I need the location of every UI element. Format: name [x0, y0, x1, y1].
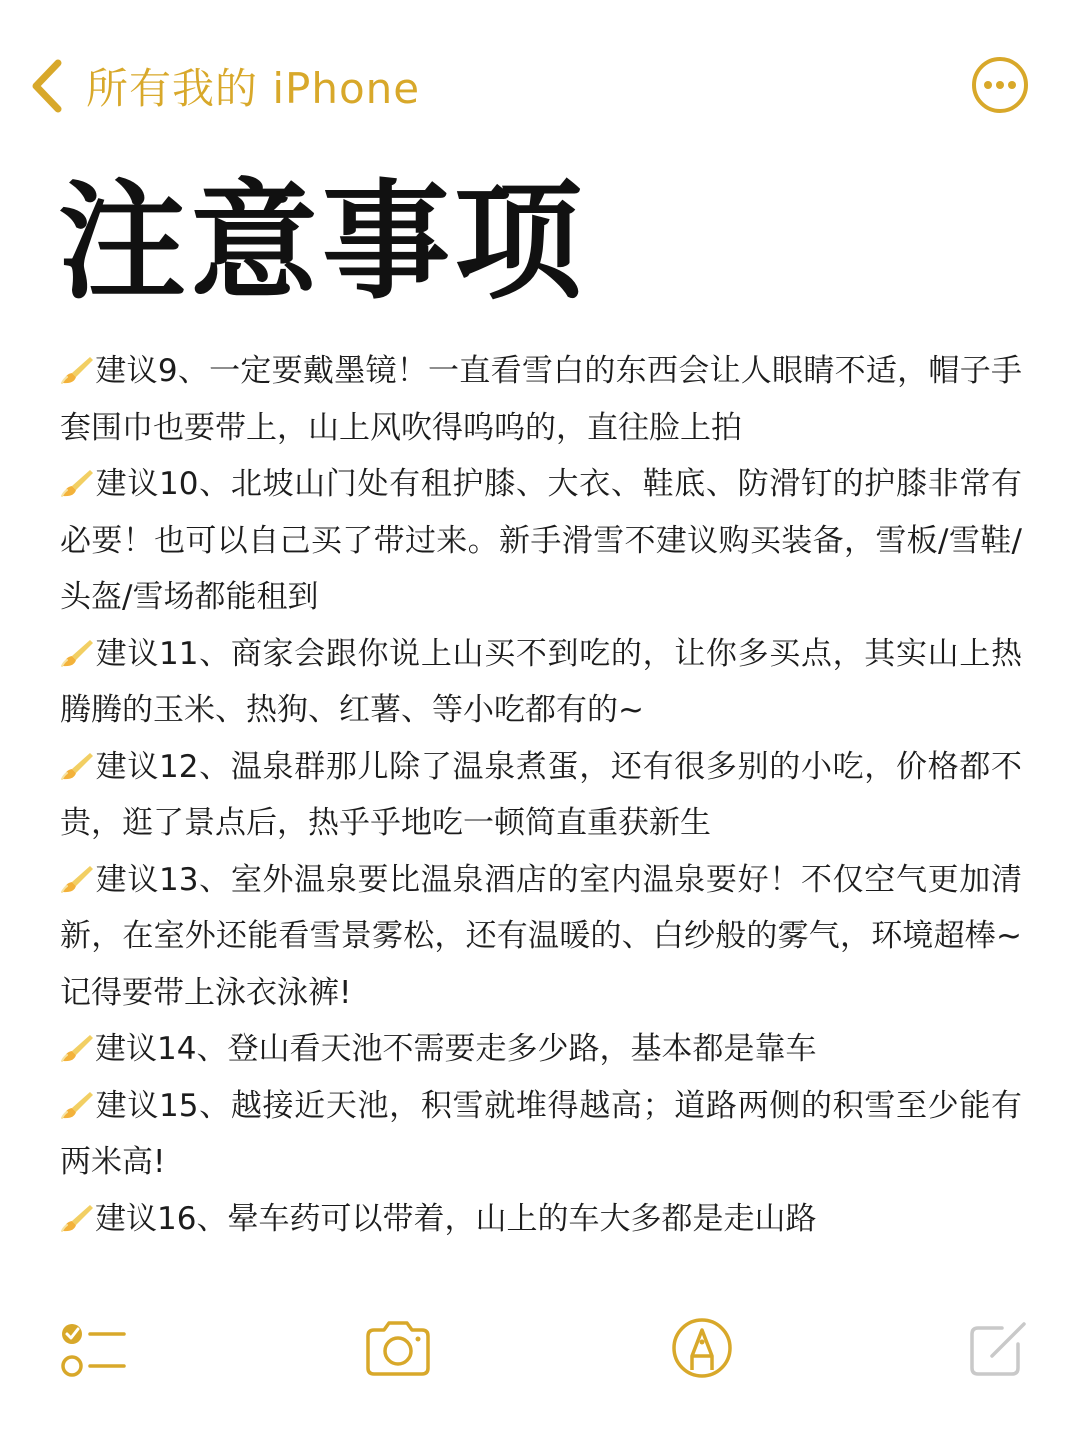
paintbrush-emoji-icon [60, 638, 94, 668]
note-item-text: 建议13、室外温泉要比温泉酒店的室内温泉要好！不仅空气更加清新，在室外还能看雪景雾松，还有温暖的、白纱般的雾气，环境超棒~记得要带上泳衣泳裤! [60, 861, 1022, 1011]
navigation-bar [0, 0, 1080, 150]
markup-pen-icon [666, 1312, 738, 1384]
checklist-button[interactable] [58, 1312, 130, 1384]
note-body[interactable] [60, 343, 1022, 1247]
paintbrush-emoji-icon [60, 355, 94, 385]
paintbrush-emoji-icon [60, 468, 94, 498]
note-item-text: 建议16、晕车药可以带着，山上的车大多都是走山路 [95, 1200, 817, 1237]
note-item-text: 建议10、北坡山门处有租护膝、大衣、鞋底、防滑钉的护膝非常有必要！也可以自己买了带过来。新手滑雪不建议购买装备，雪板/雪鞋/头盔/雪场都能租到 [60, 466, 1022, 615]
back-label: 所有我的 iPhone [86, 64, 421, 113]
chevron-left-icon [28, 57, 66, 115]
camera-button[interactable] [362, 1312, 434, 1384]
camera-icon [362, 1312, 434, 1384]
more-options-button[interactable] [970, 55, 1030, 115]
compose-icon [962, 1312, 1034, 1384]
note-item-text: 建议9、一定要戴墨镜！一直看雪白的东西会让人眼睛不适，帽子手套围巾也要带上，山上风吹得呜呜的，直往脸上拍 [60, 353, 1022, 446]
checklist-icon [58, 1312, 130, 1384]
note-item-text: 建议15、越接近天池，积雪就堆得越高；道路两侧的积雪至少能有两米高! [60, 1087, 1022, 1180]
back-button[interactable] [28, 54, 420, 118]
note-title: 注意事项 [58, 168, 587, 317]
compose-button[interactable] [962, 1312, 1034, 1384]
paintbrush-emoji-icon [60, 1203, 94, 1233]
ellipsis-circle-icon [970, 55, 1030, 115]
note-item-text: 建议14、登山看天池不需要走多少路，基本都是靠车 [95, 1031, 817, 1067]
note-item [60, 1191, 1022, 1248]
note-item [60, 852, 1022, 1022]
paintbrush-emoji-icon [60, 751, 94, 781]
note-item [60, 1078, 1022, 1191]
paintbrush-emoji-icon [60, 1033, 94, 1063]
note-item [60, 1021, 1022, 1078]
note-item-text: 建议11、商家会跟你说上山买不到吃的，让你多买点，其实山上热腾腾的玉米、热狗、红薯、等小吃都有的~ [60, 635, 1022, 728]
markup-button[interactable] [666, 1312, 738, 1384]
note-item [60, 626, 1022, 739]
note-item-text: 建议12、温泉群那儿除了温泉煮蛋，还有很多别的小吃，价格都不贵，逛了景点后，热乎乎地吃一顿简直重获新生 [60, 748, 1022, 841]
note-item [60, 739, 1022, 852]
bottom-toolbar [0, 1300, 1080, 1400]
paintbrush-emoji-icon [60, 864, 94, 894]
note-item [60, 456, 1022, 626]
note-item [60, 343, 1022, 456]
paintbrush-emoji-icon [60, 1090, 94, 1120]
